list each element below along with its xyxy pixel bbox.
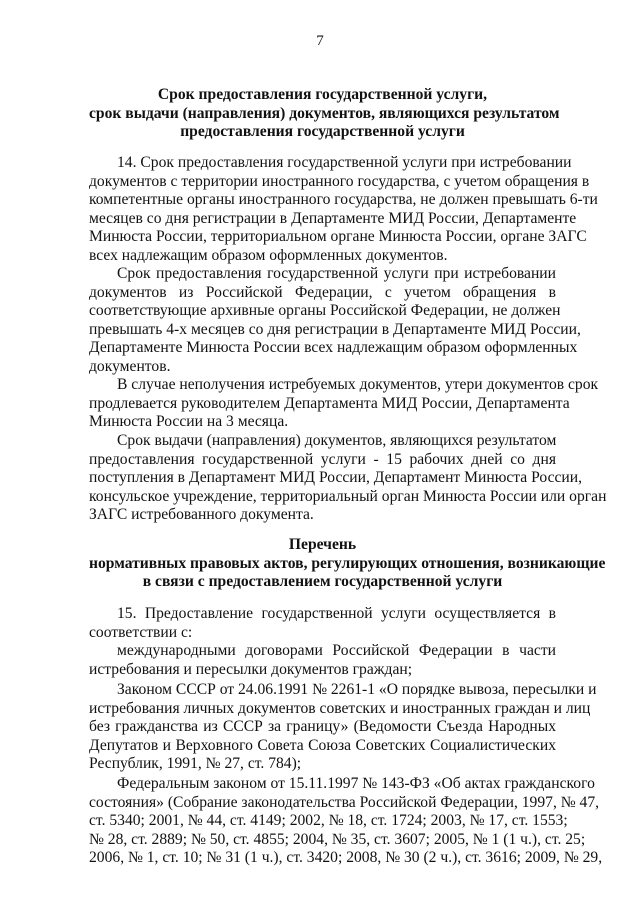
text-line: Срок выдачи (направления) документов, являющихся результатом <box>117 432 557 449</box>
text-line: документов из Российской Федерации, с учетом обращения в <box>89 283 556 301</box>
page-number: 7 <box>316 33 324 49</box>
text-line: предоставления государственной услуги - 15 рабочих дней со дня <box>89 450 556 468</box>
text-line: соответствии с: <box>89 623 193 641</box>
text-line: состояния» (Собрание законодательства Российской Федерации, 1997, № 47, <box>89 793 600 811</box>
text-line: истребования и пересылки документов граждан; <box>89 660 413 678</box>
text-line: ЗАГС истребованного документа. <box>89 506 314 524</box>
heading-line: предоставления государственной услуги <box>180 123 465 141</box>
text-line: 15. Предоставление государственной услуги осуществляется в <box>117 605 556 622</box>
paragraph <box>89 432 607 525</box>
text-line: 2006, № 1, ст. 10; № 31 (1 ч.), ст. 3420; 2008, № 30 (2 ч.), ст. 3616; 2009, № 29, <box>89 849 603 867</box>
text-line: всех надлежащим образом оформленных документов. <box>89 246 448 264</box>
text-line: Минюста России на 3 месяца. <box>89 413 289 431</box>
heading-line: в связи с предоставлением государственной услуги <box>142 573 503 591</box>
text-line: документов с территории иностранного государства, с учетом обращения в <box>89 172 590 190</box>
text-line: ст. 5340; 2001, № 44, ст. 4149; 2002, № 18, ст. 1724; 2003, № 17, ст. 1553; <box>89 812 568 830</box>
paragraph <box>89 775 603 868</box>
text-line: консульское учреждение, территориальный орган Минюста России или орган <box>89 487 607 505</box>
text-line: Минюста России, территориальном органе Минюста России, органе ЗАГС <box>89 228 587 246</box>
text-line: месяцев со дня регистрации в Департаменте МИД России, Департаменте <box>89 209 577 227</box>
heading-line: Перечень <box>288 536 357 553</box>
text-line: Федеральным законом от 15.11.1997 № 143-ФЗ «Об актах гражданского <box>117 775 595 792</box>
paragraph <box>89 154 598 266</box>
paragraph <box>89 265 581 377</box>
text-line: № 28, ст. 2889; № 50, ст. 4855; 2004, № 35, ст. 3607; 2005, № 1 (1 ч.), ст. 25; <box>89 830 586 848</box>
text-line: соответствующие архивные органы Российской Федерации, не должен <box>89 302 561 320</box>
text-line: превышать 4-х месяцев со дня регистрации в Департаменте МИД России, <box>89 320 581 338</box>
paragraph <box>89 376 599 432</box>
heading-line: нормативных правовых актов, регулирующих отношения, возникающие <box>89 554 606 572</box>
text-line: 14. Срок предоставления государственной услуги при истребовании <box>117 154 572 171</box>
text-line: поступления в Департамент МИД России, Департамент Минюста России, <box>89 469 583 487</box>
text-line: без гражданства из СССР за границу» (Ведомости Съезда Народных <box>89 718 556 736</box>
text-line: В случае неполучения истребуемых документов, утери документов срок <box>117 376 599 393</box>
paragraph <box>89 642 556 679</box>
text-line: истребования личных документов советских и иностранных граждан и лиц <box>89 699 591 717</box>
text-line: документов. <box>89 357 171 375</box>
text-line: компетентные органы иностранного государства, не должен превышать 6-ти <box>89 191 598 209</box>
heading-line: Срок предоставления государственной услуги, <box>157 86 488 103</box>
text-line: международными договорами Российской Федерации в части <box>117 642 556 659</box>
section-heading <box>89 86 560 142</box>
text-line: Законом СССР от 24.06.1991 № 2261-1 «О порядке вывоза, пересылки и <box>117 681 597 698</box>
text-line: Республик, 1991, № 27, ст. 784); <box>89 755 302 773</box>
text-line: Срок предоставления государственной услуги при истребовании <box>117 265 556 282</box>
paragraph <box>89 681 597 774</box>
paragraph <box>89 605 556 642</box>
text-line: продлевается руководителем Департамента МИД России, Департамента <box>89 394 570 412</box>
heading-line: срок выдачи (направления) документов, являющихся результатом <box>89 104 560 122</box>
section-heading <box>89 536 606 592</box>
text-line: Департаменте Минюста России всех надлежащим образом оформленных <box>89 339 578 357</box>
text-line: Депутатов и Верховного Совета Союза Советских Социалистических <box>89 736 556 754</box>
